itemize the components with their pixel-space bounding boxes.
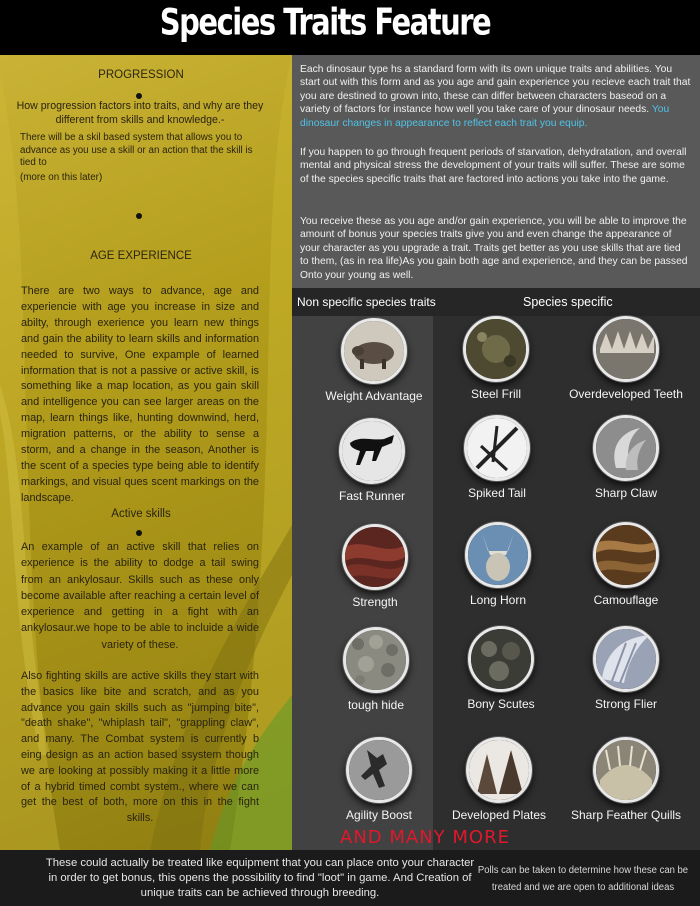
muscle-icon (342, 524, 408, 590)
trait-bony-scutes[interactable] (436, 626, 566, 711)
and-many-more-label: AND MANY MORE (340, 827, 510, 848)
trait-label: Long Horn (469, 593, 527, 607)
intro-p1-text: Each dinosaur type hs a standard form with its own unique traits and abilities. You start out with this form and as you age and gain experience you recieve each trait that you are destined to grown into, these can differ between characters baseod on a variety of factors for instance how well you take care of your dinosaur needs. (300, 64, 691, 116)
trait-label: Strong Flier (594, 697, 658, 711)
intro-paragraph-2: If you happen to go through frequent periods of starvation, dehydratation, and overall mental and physical stress the development of your traits will suffer. These are some of the species specific traits that are factored into actions you take into the game. (300, 147, 687, 185)
teeth-icon (593, 316, 659, 382)
trait-label: Sharp Feather Quills (570, 808, 682, 822)
trait-long-horn[interactable] (433, 522, 563, 607)
wing-icon (593, 626, 659, 692)
trait-strong-flier[interactable] (561, 626, 691, 711)
bullet-dot (136, 213, 142, 219)
active-body: An example of an active skill that relies on experience is the ability to dodge a tail swing from an ankylosaur. Skills such as these only become available after reaching a certain level of experience and getting in a fight with an ankylosaur.we hope to be able to incluide a wide variety of these. (21, 541, 259, 651)
trait-label: Weight Advantage (325, 389, 423, 403)
intro-paragraph-1 (300, 63, 692, 130)
age-body: There are two ways to advance, age and experiencie with age you increase in size and abilty, through exerience you learn new things and gain the ability to learn skills and information needed to survive, One expample of learned information that is not a passive or active skill, is something like a map location, as you gain skill and intelligence you can see larger areas on the map, learn things like, hunting downwind, herd, migration patterns, or the ability to sense a storm, and a change in the season, Another is the scent of a species type being able to identify markings, and visual ques scent markings on the landscape. (21, 285, 259, 504)
trait-camouflage[interactable] (561, 522, 691, 607)
quills-icon (593, 737, 659, 803)
progression-question: How progression factors into traits, and why are they different from skills and knowledge.- (16, 100, 264, 126)
trait-label: Spiked Tail (468, 486, 526, 500)
intro-panel (292, 55, 700, 288)
active-heading: Active skills (111, 508, 171, 520)
page-title: Species Traits Feature (159, 0, 491, 44)
trait-label: Camouflage (593, 593, 659, 607)
feather-texture-icon (593, 522, 659, 588)
footer-left-text: These could actually be treated like equipment that you can place onto your character in order to get bonus, this opens the possibility to find "loot" in game. And Creation of unique traits can be achieved through breeding. (45, 857, 475, 899)
progression-heading: PROGRESSION (98, 69, 184, 81)
age-heading: AGE EXPERIENCE (90, 250, 192, 262)
traits-grid-header (292, 288, 700, 316)
trait-steel-frill[interactable] (431, 316, 561, 401)
footer-right-text: Polls can be taken to determine how these can be treated and we are open to additional ideas (477, 865, 689, 893)
trait-strength[interactable] (310, 524, 440, 609)
trait-label: Steel Frill (470, 387, 521, 401)
title-bar (0, 0, 700, 55)
trait-label: Bony Scutes (467, 697, 535, 711)
intro-paragraph-3: You receive these as you age and/or gain experience, you will be able to improve the amount of bonus your species traits give you and even change the appearance of your character as you upgrade a trait. Traits get better as you use skills that are tied to them, (as in rea life)As you gain both age and experience, and they can be passed Onto your young as well. (300, 216, 688, 281)
trait-developed-plates[interactable] (434, 737, 564, 822)
trait-label: Strength (352, 595, 398, 609)
fighting-body: Also fighting skills are active skills they start with the basics like bite and scratch, and as you advance you gain skills such as "jumping bite", "death shake", "whiplash tail", "grappling claw", and many. The Combat system is currently b eing design as an action based ssystem though we are looking at possibly making it a little more of a hybrid timed combt system., where we can get the best of both, more on this in the fight skills. (21, 670, 259, 825)
trait-tough-hide[interactable] (311, 627, 441, 712)
trait-sharp-feather-quills[interactable] (561, 737, 691, 822)
running-dinosaur-icon (339, 418, 405, 484)
trait-agility-boost[interactable] (314, 737, 444, 822)
progression-body: There will be a skil based system that allows you to advance as you use a skill or an action that the skill is tied to (20, 132, 253, 168)
trait-spiked-tail[interactable] (432, 415, 562, 500)
trait-label: Fast Runner (338, 489, 406, 503)
plates-icon (466, 737, 532, 803)
frill-texture-icon (463, 316, 529, 382)
non-specific-heading: Non specific species traits (297, 295, 436, 309)
trait-overdeveloped-teeth[interactable] (561, 316, 691, 401)
horned-skull-icon (465, 522, 531, 588)
spikes-icon (464, 415, 530, 481)
footer (0, 850, 700, 906)
trait-label: Sharp Claw (594, 486, 658, 500)
specific-heading: Species specific (523, 295, 613, 309)
scutes-texture-icon (468, 626, 534, 692)
intro-p1-accent: You dinosaur changes in appearance to reflect each trait you equip. (300, 104, 670, 129)
trait-label: tough hide (347, 698, 405, 712)
trait-label: Overdeveloped Teeth (569, 387, 683, 401)
trait-sharp-claw[interactable] (561, 415, 691, 500)
trait-label: Developed Plates (451, 808, 547, 822)
leaping-dinosaur-icon (346, 737, 412, 803)
bullet-dot (136, 530, 142, 536)
hide-texture-icon (343, 627, 409, 693)
bullet-dot (136, 93, 142, 99)
progression-note: (more on this later) (20, 172, 103, 183)
trait-weight-advantage[interactable] (309, 318, 439, 403)
boar-icon (341, 318, 407, 384)
trait-fast-runner[interactable] (307, 418, 437, 503)
trait-label: Agility Boost (345, 808, 413, 822)
claw-icon (593, 415, 659, 481)
left-panel (0, 55, 292, 850)
